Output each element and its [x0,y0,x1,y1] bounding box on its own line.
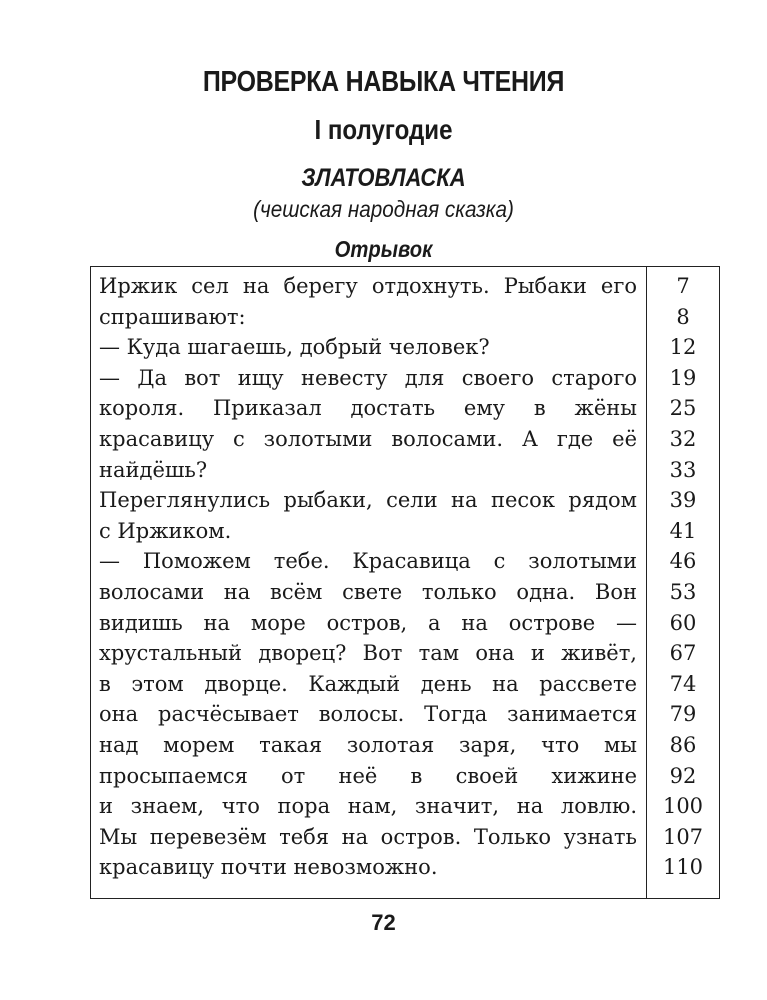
passage-row [91,455,719,486]
passage-line: — Поможем тебе. Красавица с золотыми [99,549,637,574]
word-count: 8 [676,304,690,329]
word-count: 32 [669,426,697,451]
passage-row [91,791,719,822]
passage-row [91,393,719,424]
passage-row [91,577,719,608]
word-count: 19 [669,365,697,390]
passage-rows [91,271,719,883]
excerpt-label: Отрывок [334,236,433,262]
page-number: 72 [371,910,396,935]
passage-line: найдёшь? [99,457,208,482]
word-count: 86 [669,732,697,757]
passage-row [91,852,719,883]
passage-line: хрустальный дворец? Вот там она и живёт, [99,641,637,666]
passage-row [91,669,719,700]
passage-line: она расчёсывает волосы. Тогда занимается [99,702,637,727]
passage-row [91,363,719,394]
passage-line: в этом дворце. Каждый день на рассвете [99,671,637,696]
passage-line: волосами на всём свете только одна. Вон [99,579,637,604]
word-count: 33 [669,457,697,482]
passage-row [91,302,719,333]
word-count: 39 [669,488,697,513]
passage-line: Иржик сел на берегу отдохнуть. Рыбаки его [99,274,637,298]
word-count: 79 [669,702,697,727]
word-count: 25 [669,396,697,421]
story-title: ЗЛАТОВЛАСКА [301,164,466,192]
passage-line: над морем такая золотая заря, что мы [99,732,637,757]
passage-line: красавицу с золотыми волосами. А где её [99,426,637,451]
word-count: 41 [669,518,697,543]
passage-row [91,699,719,730]
passage-line: и знаем, что пора нам, значит, на ловлю. [99,794,637,819]
passage-row [91,546,719,577]
passage-row [91,424,719,455]
passage-line: спрашивают: [99,304,246,329]
word-count: 67 [669,641,697,666]
word-count: 12 [669,335,697,360]
passage-row [91,730,719,761]
passage-row [91,608,719,639]
word-count: 100 [662,794,704,819]
passage-line: с Иржиком. [99,518,232,543]
passage-row [91,332,719,363]
passage-row [91,638,719,669]
passage-row [91,271,719,302]
word-count: 107 [662,824,704,849]
passage-row [91,516,719,547]
word-count: 60 [669,610,697,635]
word-count: 74 [669,671,697,696]
story-origin: (чешская народная сказка) [253,196,514,222]
passage-line: — Куда шагаешь, добрый человек? [99,335,490,360]
passage-line: просыпаемся от неё в своей хижине [99,763,637,788]
word-count: 53 [669,579,697,604]
passage-row [91,485,719,516]
passage-line: — Да вот ищу невесту для своего старого [99,365,637,390]
passage-row [91,822,719,853]
word-count: 46 [669,549,697,574]
passage-line: короля. Приказал достать ему в жёны [99,396,637,421]
passage-row [91,761,719,792]
passage-line: Мы перевезём тебя на остров. Только узнать [99,824,637,849]
half-year-subtitle: I полугодие [314,114,453,145]
passage-line: красавицу почти невозможно. [99,855,438,880]
passage-line: Переглянулись рыбаки, сели на песок рядом [99,488,637,513]
word-count: 110 [662,855,704,880]
passage-line: видишь на море остров, а на острове — [99,610,637,635]
passage-table [90,266,720,899]
page-title: ПРОВЕРКА НАВЫКА ЧТЕНИЯ [202,66,565,98]
word-count: 92 [669,763,697,788]
word-count: 7 [676,274,690,298]
